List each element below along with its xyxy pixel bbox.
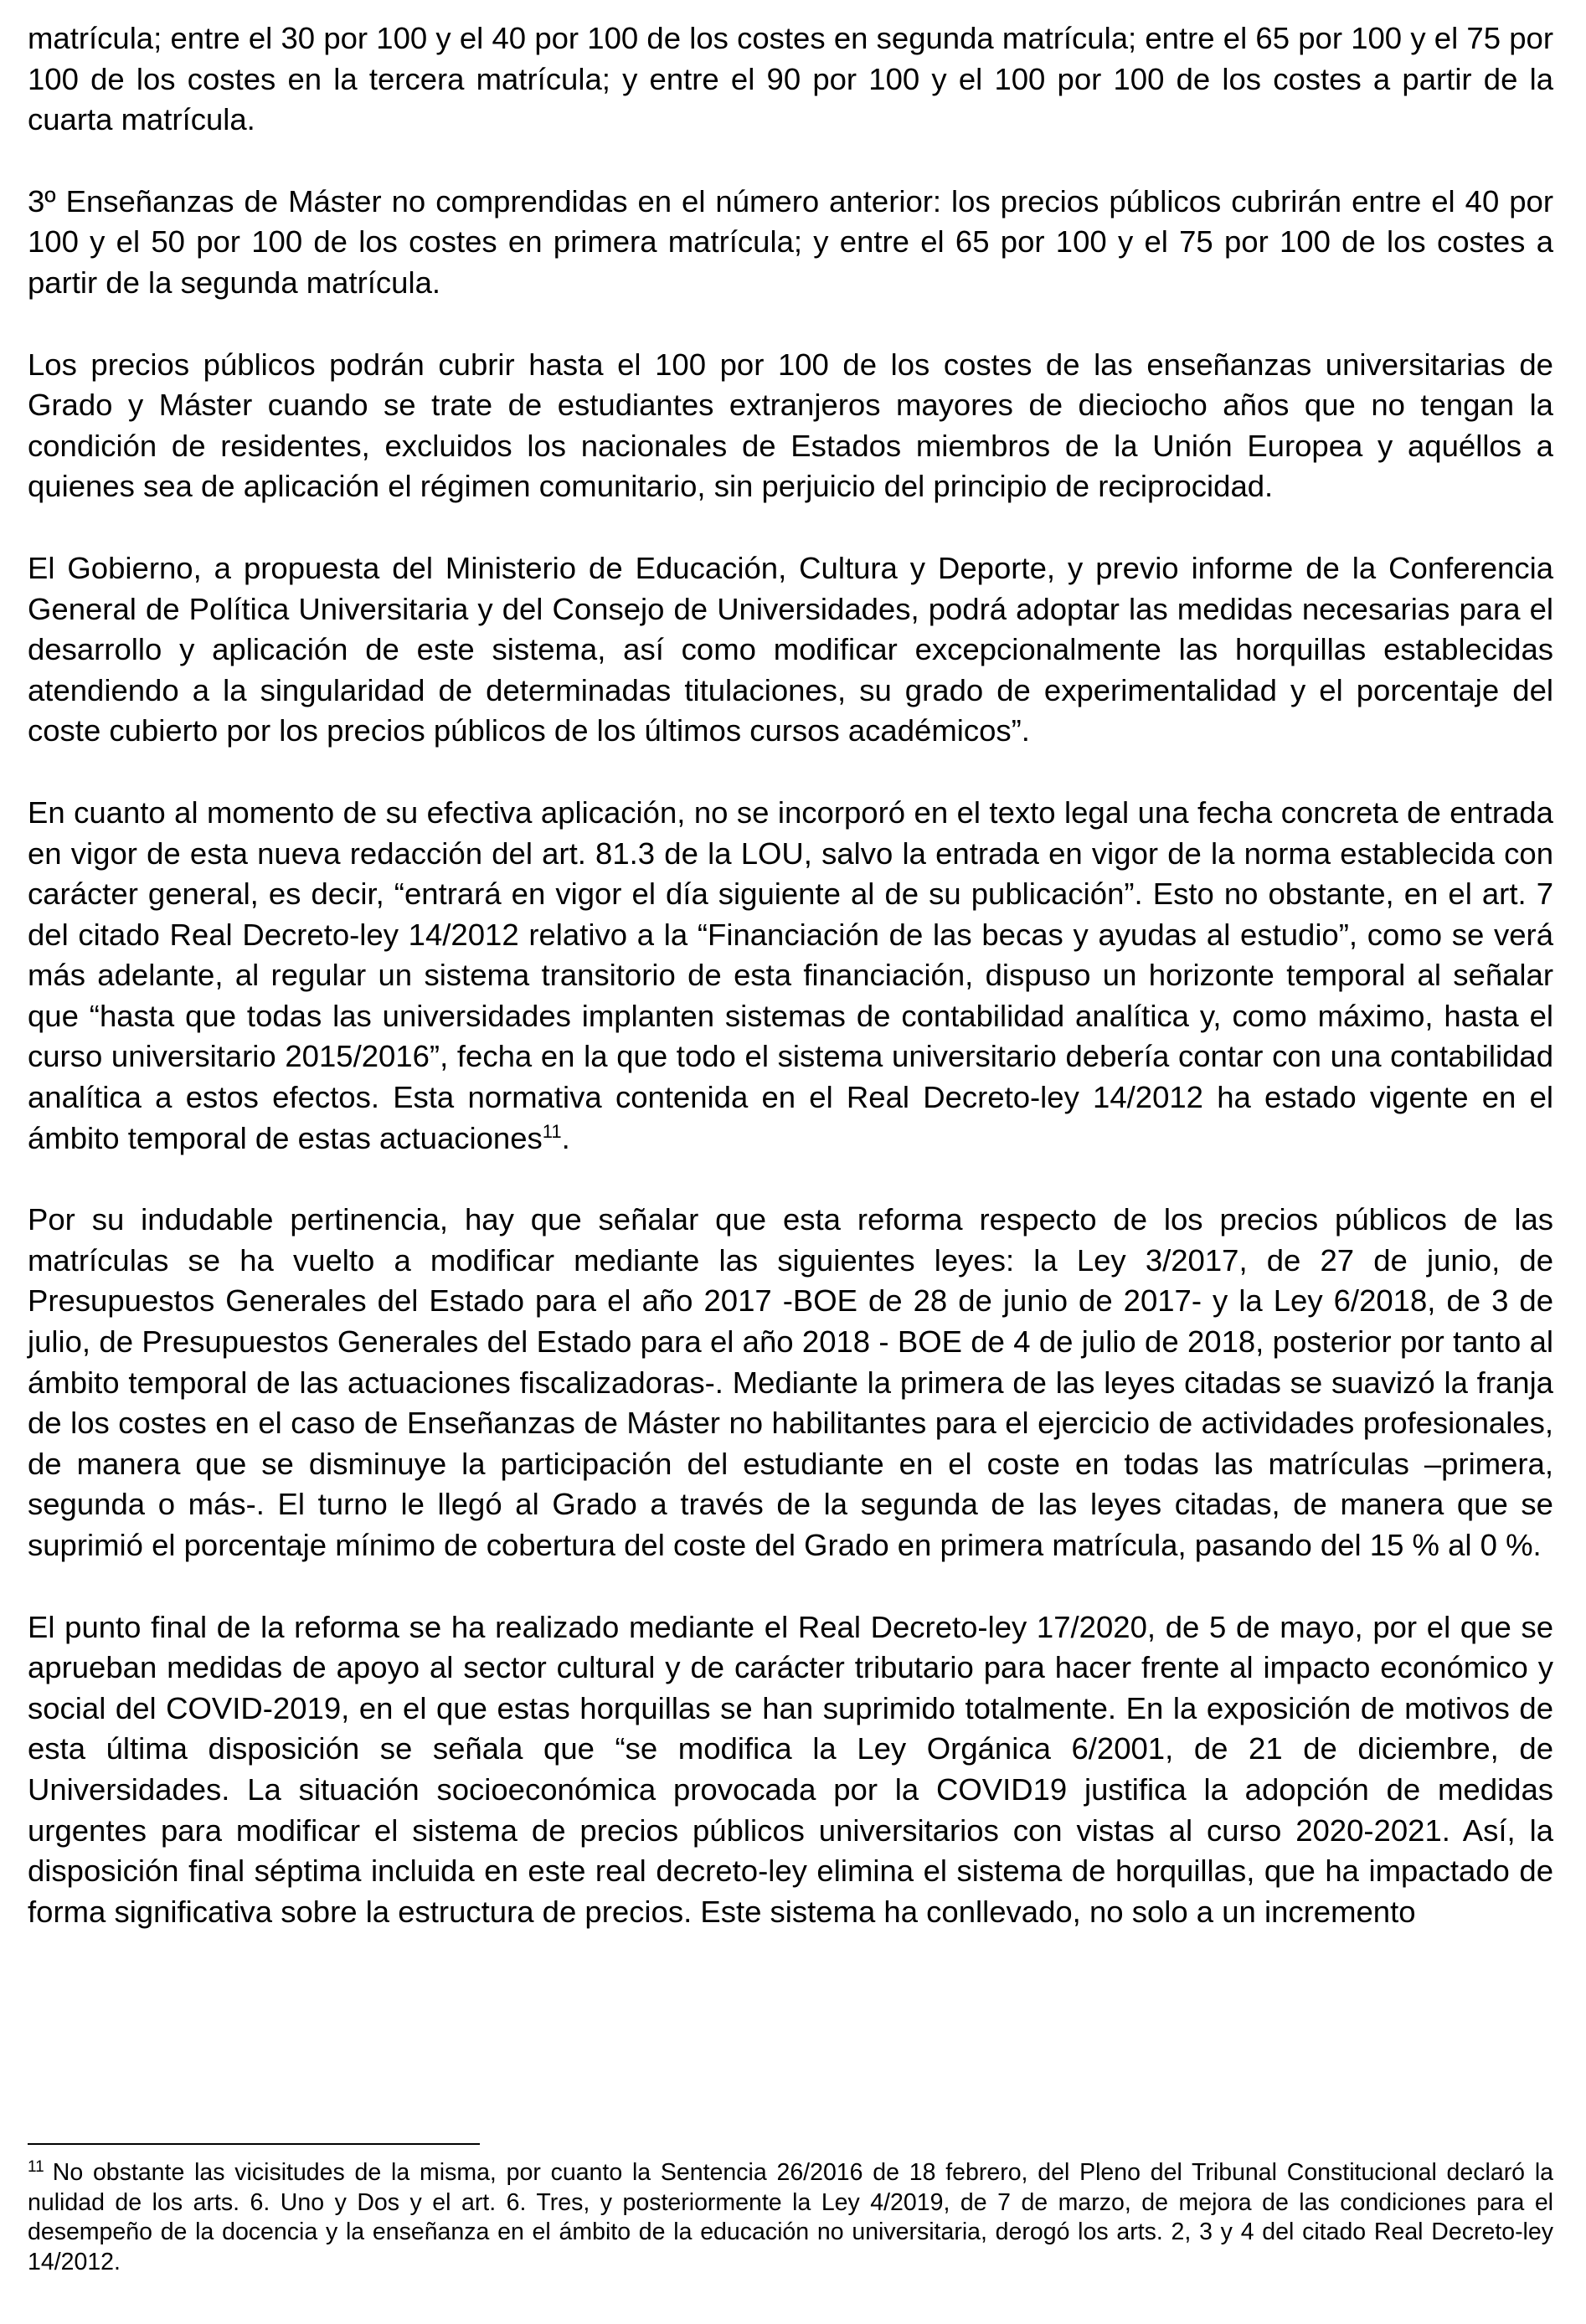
footnote: [28, 2158, 1553, 2277]
paragraph-2: 3º Enseñanzas de Máster no comprendidas en el número anterior: los precios públicos cubrirán entre el 40 por 100 y el 50 por 100 de los costes en primera matrícula; y entre el 65 por 100 y el 75 por 100 de los costes a partir de la segunda matrícula.: [28, 183, 1553, 300]
paragraph-6: Por su indudable pertinencia, hay que señalar que esta reforma respecto de los precios públicos de las matrículas se ha vuelto a modificar mediante las siguientes leyes: la Ley 3/2017, de 27 de junio, de Presupuestos Generales del Estado para el año 2017 -BOE de 28 de junio de 2017- y la Ley 6/2018, de 3 de julio, de Presupuestos Generales del Estado para el año 2018 - BOE de 4 de julio de 2018, posterior por tanto al ámbito temporal de las actuaciones fiscalizadoras-. Mediante la primera de las leyes citadas se suavizó la franja de los costes en el caso de Enseñanzas de Máster no habilitantes para el ejercicio de actividades profesionales, de manera que se disminuye la participación del estudiante en el coste en todas las matrículas –primera, segunda o más-. El turno le llegó al Grado a través de la segunda de las leyes citadas, de manera que se suprimió el porcentaje mínimo de cobertura del coste del Grado en primera matrícula, pasando del 15 % al 0 %.: [28, 1202, 1553, 1562]
paragraph-3: Los precios públicos podrán cubrir hasta el 100 por 100 de los costes de las enseñanzas universitarias de Grado y Máster cuando se trate de estudiantes extranjeros mayores de dieciocho años que no tengan la condición de residentes, excluidos los nacionales de Estados miembros de la Unión Europea y aquéllos a quienes sea de aplicación el régimen comunitario, sin perjuicio del principio de reciprocidad.: [28, 347, 1553, 504]
paragraph-5: [28, 793, 1553, 1159]
footnote-reference[interactable]: 11: [542, 1120, 562, 1142]
document-body: [28, 18, 1553, 1932]
paragraph-5-text: En cuanto al momento de su efectiva aplicación, no se incorporó en el texto legal una fecha concreta de entrada en vigor de esta nueva redacción del art. 81.3 de la LOU, salvo la entrada en vigor de la norma establecida con carácter general, es decir, “entrará en vigor el día siguiente al de su publicación”. Esto no obstante, en el art. 7 del citado Real Decreto-ley 14/2012 relativo a la “Financiación de las becas y ayudas al estudio”, como se verá más adelante, al regular un sistema transitorio de esta financiación, dispuso un horizonte temporal al señalar que “hasta que todas las universidades implanten sistemas de contabilidad analítica y, como máximo, hasta el curso universitario 2015/2016”, fecha en la que todo el sistema universitario debería contar con una contabilidad analítica a estos efectos. Esta normativa contenida en el Real Decreto-ley 14/2012 ha estado vigente en el ámbito temporal de estas actuaciones: [28, 794, 1553, 1155]
footnote-separator: [28, 2143, 480, 2145]
paragraph-7: El punto final de la reforma se ha realizado mediante el Real Decreto-ley 17/2020, de 5 de mayo, por el que se aprueban medidas de apoyo al sector cultural y de carácter tributario para hacer frente al impacto económico y social del COVID-2019, en el que estas horquillas se han suprimido totalmente. En la exposición de motivos de esta última disposición se señala que “se modifica la Ley Orgánica 6/2001, de 21 de diciembre, de Universidades. La situación socioeconómica provocada por la COVID19 justifica la adopción de medidas urgentes para modificar el sistema de precios públicos universitarios con vistas al curso 2020-2021. Así, la disposición final séptima incluida en este real decreto-ley elimina el sistema de horquillas, que ha impactado de forma significativa sobre la estructura de precios. Este sistema ha conllevado, no solo a un incremento: [28, 1609, 1553, 1929]
paragraph-4: El Gobierno, a propuesta del Ministerio de Educación, Cultura y Deporte, y previo informe de la Conferencia General de Política Universitaria y del Consejo de Universidades, podrá adoptar las medidas necesarias para el desarrollo y aplicación de este sistema, así como modificar excepcionalmente las horquillas establecidas atendiendo a la singularidad de determinadas titulaciones, su grado de experimentalidad y el porcentaje del coste cubierto por los precios públicos de los últimos cursos académicos”.: [28, 550, 1553, 748]
footnote-text: No obstante las vicisitudes de la misma, por cuanto la Sentencia 26/2016 de 18 febrero, del Pleno del Tribunal Constitucional declaró la nulidad de los arts. 6. Uno y Dos y el art. 6. Tres, y posteriormente la Ley 4/2019, de 7 de marzo, de mejora de las condiciones para el desempeño de la docencia y la enseñanza en el ámbito de la educación no universitaria, derogó los arts. 2, 3 y 4 del citado Real Decreto-ley 14/2012.: [28, 2159, 1553, 2275]
paragraph-5-period: .: [561, 1120, 570, 1155]
footnote-number: 11: [28, 2157, 44, 2176]
paragraph-1: matrícula; entre el 30 por 100 y el 40 por 100 de los costes en segunda matrícula; entre el 65 por 100 y el 75 por 100 de los costes en la tercera matrícula; y entre el 90 por 100 y el 100 por 100 de los costes a partir de la cuarta matrícula.: [28, 21, 1553, 137]
